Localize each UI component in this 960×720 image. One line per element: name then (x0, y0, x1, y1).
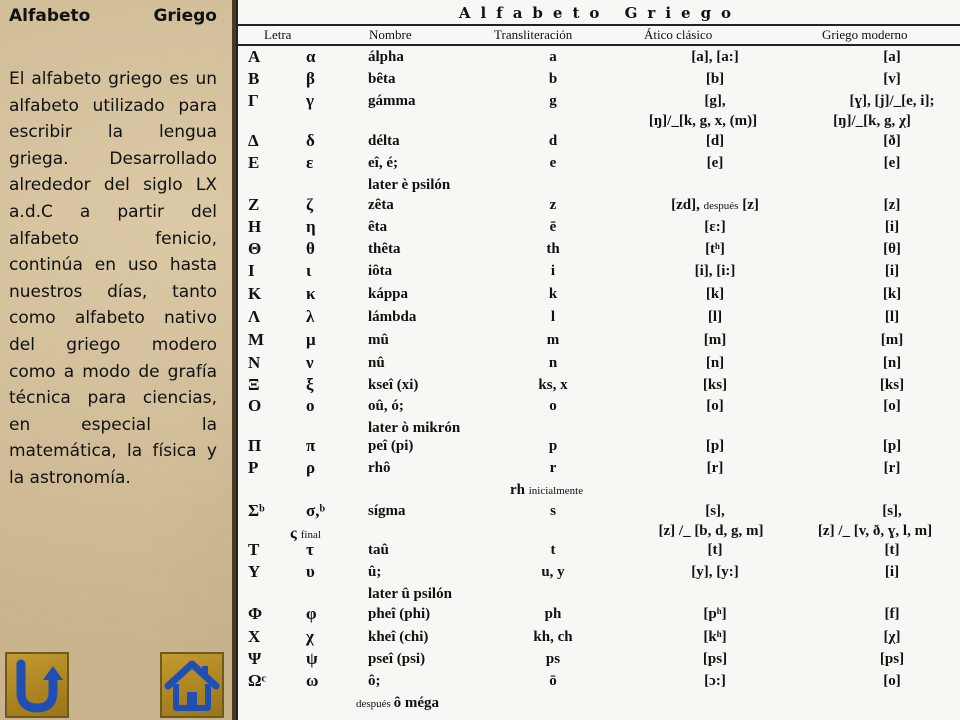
letter-uppercase: Ρ (248, 458, 259, 477)
attic-pronunciation: [ps] (702, 651, 728, 667)
attic-pronunciation: [t] (707, 542, 723, 558)
letter-lowercase: μ (306, 330, 316, 349)
letter-name: iȏta (368, 263, 393, 279)
attic-pronunciation: [p] (705, 438, 725, 454)
letter-lowercase: λ (306, 307, 315, 326)
transliteration: l (550, 309, 556, 325)
transliteration: g (549, 93, 557, 109)
letter-name: nû (368, 355, 385, 371)
letter-lowercase: β (306, 69, 315, 88)
attic-pronunciation: [tʰ] (705, 241, 725, 257)
letter-name-later: later ò mikrón (368, 420, 461, 436)
letter-name: oû, ó; (368, 398, 404, 414)
letter-uppercase: Φ (248, 604, 263, 623)
table-rule-top (238, 24, 960, 26)
letter-uppercase: Κ (248, 284, 262, 303)
later-note: después (356, 698, 394, 710)
attic-note: después (703, 200, 739, 212)
transliteration: d (548, 133, 558, 149)
translit-note: inicialmente (528, 485, 584, 497)
transliteration: o (549, 398, 557, 414)
letter-name: thȇta (368, 241, 401, 257)
letter-uppercase: Η (248, 217, 262, 236)
letter-name: pseî (psi) (368, 651, 426, 667)
transliteration: b (548, 71, 558, 87)
transliteration: k (548, 286, 558, 302)
letter-name-later: later û psilón (368, 586, 452, 602)
letter-uppercase: Ι (248, 261, 255, 280)
modern-pronunciation: [θ] (883, 241, 901, 257)
letter-name: álpha (368, 49, 404, 65)
letter-lowercase: υ (306, 562, 315, 581)
letter-uppercase: Σᵇ (248, 501, 265, 520)
transliteration-note (510, 482, 583, 499)
attic-pronunciation: [d] (705, 133, 725, 149)
translit-rh: rh (510, 482, 529, 498)
transliteration: kh, ch (533, 629, 573, 645)
later-name: ȏ méga (393, 695, 439, 711)
attic-pronunciation: [k] (705, 286, 725, 302)
letter-uppercase: Ν (248, 353, 261, 372)
transliteration: n (548, 355, 558, 371)
attic-pronunciation: [pʰ] (703, 606, 727, 622)
letter-lowercase: ρ (306, 458, 316, 477)
letter-lowercase: δ (306, 131, 315, 150)
modern-pronunciation: [ɣ], [j]/_[e, i]; (849, 93, 935, 109)
letter-uppercase: Χ (248, 627, 261, 646)
letter-uppercase: Υ (248, 562, 261, 581)
letter-lowercase: ν (306, 353, 314, 372)
letter-uppercase: Δ (248, 131, 259, 150)
modern-pronunciation-2: [ŋ]/_[k, g, χ] (833, 113, 911, 129)
attic-pronunciation: [ks] (702, 377, 728, 393)
header-transliteracion: Transliteración (494, 27, 573, 42)
letter-name: mû (368, 332, 389, 348)
letter-name: taû (368, 542, 389, 558)
transliteration: z (549, 197, 557, 213)
attic-pronunciation: [o] (706, 398, 724, 414)
letter-uppercase: Τ (248, 540, 260, 559)
back-button[interactable] (5, 652, 69, 718)
modern-pronunciation: [p] (882, 438, 902, 454)
letter-name: zȇta (368, 197, 394, 213)
final-sigma-note: final (300, 529, 321, 541)
letter-name: peî (pi) (368, 438, 414, 454)
letter-lowercase: ω (306, 671, 319, 690)
attic-pronunciation: [i], [i:] (694, 263, 736, 279)
letter-lowercase: ψ (306, 649, 318, 668)
attic-pronunciation: [b] (705, 71, 725, 87)
attic-pronunciation (640, 197, 790, 214)
panel-body-text: El alfabeto griego es un alfabeto utilizado para escribir la lengua griega. Desarrollado alrededor del siglo LX a.d.C a partir del alfabeto fenicio, continúa en uso hasta nuestros días, tanto como alfabeto nativo del griego modero como a modo de grafía técnica para ciencias, en especial la matemática, la física y la astronomía. (9, 69, 217, 488)
attic-value-later: [z] (738, 197, 759, 213)
transliteration: th (546, 241, 560, 257)
attic-pronunciation-2: [ŋ]/_[k, g, x, (m)] (648, 113, 758, 129)
letter-uppercase: Ζ (248, 195, 260, 214)
attic-pronunciation: [kʰ] (703, 629, 727, 645)
letter-lowercase: η (306, 217, 316, 236)
letter-name: ȇta (368, 219, 388, 235)
letter-lowercase: χ (306, 627, 314, 646)
letter-lowercase: θ (306, 239, 315, 258)
letter-name: kheî (chi) (368, 629, 429, 645)
letter-uppercase: Ο (248, 396, 262, 415)
letter-lowercase: ξ (306, 375, 314, 394)
letter-name: pheî (phi) (368, 606, 431, 622)
modern-pronunciation-2: [z] /_ [v, ð, ɣ, l, m] (817, 523, 933, 539)
transliteration: s (550, 503, 556, 519)
modern-pronunciation: [z] (883, 197, 901, 213)
letter-name-later: later è psilón (368, 177, 451, 193)
transliteration: a (549, 49, 557, 65)
letter-lowercase: κ (306, 284, 316, 303)
letter-uppercase: Β (248, 69, 260, 88)
attic-value: [zd], (671, 197, 704, 213)
modern-pronunciation: [i] (884, 564, 900, 580)
letter-name: eî, é; (368, 155, 398, 171)
letter-lowercase: π (306, 436, 316, 455)
letter-uppercase: Ε (248, 153, 260, 172)
attic-pronunciation: [e] (706, 155, 724, 171)
letter-lowercase: ι (306, 261, 312, 280)
modern-pronunciation: [a] (883, 49, 901, 65)
letter-uppercase: Λ (248, 307, 261, 326)
header-atico-clasico: Ático clásico (644, 27, 713, 42)
transliteration: ō (549, 673, 557, 689)
letter-name: sígma (368, 503, 406, 519)
modern-pronunciation: [l] (884, 309, 900, 325)
transliteration: ps (545, 651, 561, 667)
modern-pronunciation: [ð] (883, 133, 901, 149)
transliteration: i (550, 263, 556, 279)
modern-pronunciation: [n] (882, 355, 902, 371)
attic-pronunciation: [y], [y:] (691, 564, 739, 580)
attic-pronunciation: [a], [a:] (691, 49, 739, 65)
letter-lowercase: ζ (306, 195, 314, 214)
letter-lowercase: σ,ᵇ (306, 501, 326, 520)
letter-name: gámma (368, 93, 416, 109)
letter-uppercase: Ωᶜ (248, 671, 267, 690)
letter-lowercase: τ (306, 540, 314, 559)
letter-name: káppa (368, 286, 409, 302)
letter-uppercase: Π (248, 436, 262, 455)
attic-pronunciation: [r] (706, 460, 724, 476)
letter-uppercase: Ψ (248, 649, 262, 668)
attic-pronunciation: [n] (705, 355, 725, 371)
modern-pronunciation: [t] (884, 542, 900, 558)
transliteration: p (548, 438, 558, 454)
letter-uppercase: Α (248, 47, 261, 66)
attic-pronunciation: [s], (705, 503, 725, 519)
greek-alphabet-table (236, 0, 960, 720)
modern-pronunciation: [f] (884, 606, 900, 622)
transliteration: ē (549, 219, 557, 235)
header-griego-moderno: Griego moderno (822, 27, 908, 42)
transliteration: r (549, 460, 557, 476)
attic-pronunciation: [m] (703, 332, 727, 348)
letter-name-later (356, 695, 439, 712)
letter-name: lámbda (368, 309, 417, 325)
modern-pronunciation: [χ] (883, 629, 901, 645)
transliteration: m (546, 332, 560, 348)
modern-pronunciation: [i] (884, 263, 900, 279)
letter-name: rhȏ (368, 460, 391, 476)
modern-pronunciation: [o] (883, 673, 901, 689)
table-rule-header (238, 44, 960, 46)
table-title: Alfabeto Griego (458, 4, 742, 22)
letter-name: délta (368, 133, 400, 149)
modern-pronunciation: [ks] (879, 377, 905, 393)
attic-pronunciation-2: [z] /_ [b, d, g, m] (658, 523, 764, 539)
modern-pronunciation: [o] (883, 398, 901, 414)
letter-lowercase: α (306, 47, 316, 66)
letter-uppercase: Γ (248, 91, 259, 110)
attic-pronunciation: [g], (704, 93, 726, 109)
transliteration: t (550, 542, 556, 558)
modern-pronunciation: [k] (882, 286, 902, 302)
modern-pronunciation: [s], (882, 503, 902, 519)
letter-name: bȇta (368, 71, 396, 87)
letter-lowercase: φ (306, 604, 317, 623)
modern-pronunciation: [m] (880, 332, 904, 348)
final-sigma-glyph: ς (290, 525, 301, 542)
attic-pronunciation: [ɔ:] (704, 673, 726, 689)
transliteration: ph (544, 606, 562, 622)
letter-uppercase: Μ (248, 330, 265, 349)
letter-name: ȏ; (368, 673, 381, 689)
transliteration: u, y (541, 564, 565, 580)
modern-pronunciation: [ps] (879, 651, 905, 667)
modern-pronunciation: [v] (883, 71, 901, 87)
description-panel (0, 0, 232, 720)
attic-pronunciation: [ɛ:] (704, 219, 726, 235)
letter-lowercase: ο (306, 396, 315, 415)
attic-pronunciation: [l] (707, 309, 723, 325)
header-letra: Letra (264, 27, 292, 42)
letter-name: kseî (xi) (368, 377, 419, 393)
modern-pronunciation: [e] (883, 155, 901, 171)
header-nombre: Nombre (369, 27, 412, 42)
panel-title: Alfabeto Griego (9, 6, 217, 26)
transliteration: ks, x (538, 377, 568, 393)
transliteration: e (549, 155, 557, 171)
letter-lowercase: ε (306, 153, 314, 172)
modern-pronunciation: [r] (883, 460, 901, 476)
letter-name: û; (368, 564, 382, 580)
home-button[interactable] (160, 652, 224, 718)
letter-uppercase: Ξ (248, 375, 260, 394)
modern-pronunciation: [i] (884, 219, 900, 235)
letter-lowercase: γ (306, 91, 314, 110)
letter-uppercase: Θ (248, 239, 262, 258)
